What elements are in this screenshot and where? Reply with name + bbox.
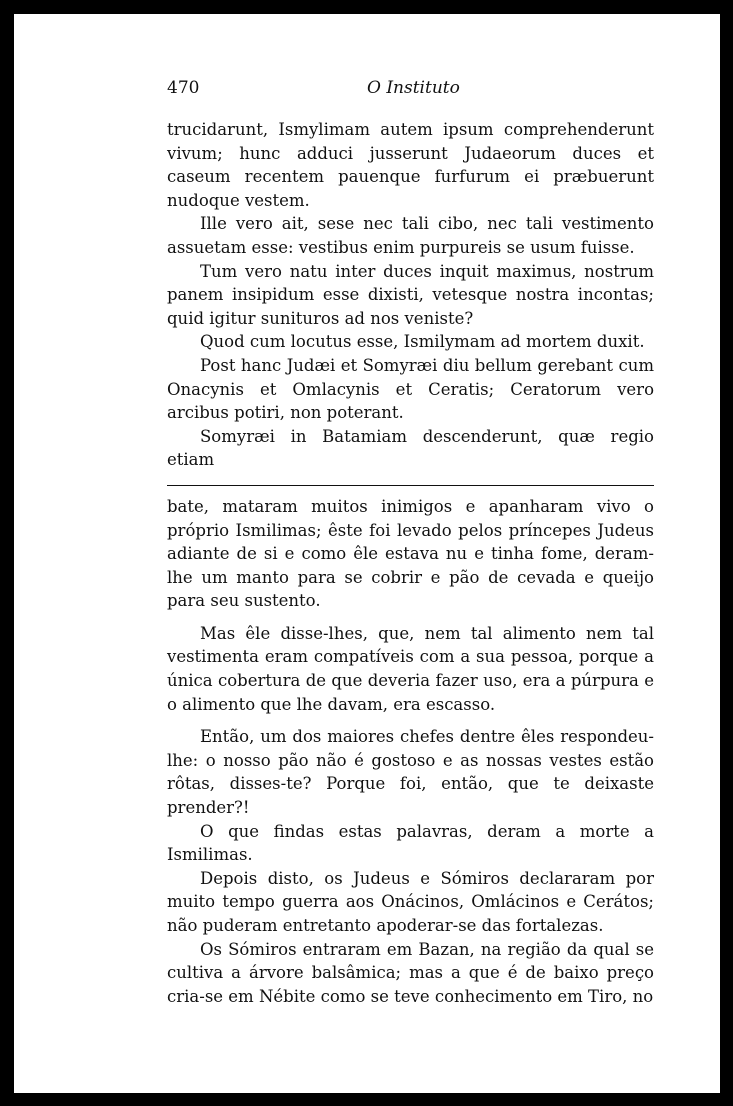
portuguese-paragraph: Os Sómiros entraram em Bazan, na região da qual se cultiva a árvore balsâmica; mas a que é de baixo preço cria-se em Nébite como se teve conhecimento em Tiro, no (167, 939, 654, 1006)
latin-paragraph: Quod cum locutus esse, Ismilymam ad mortem duxit. (200, 332, 645, 352)
latin-paragraph: Tum vero natu inter duces inquit maximus, nostrum panem insipidum esse dixisti, vetesque nostra incontas; quid igitur sunituros ad nos veniste? (167, 261, 654, 328)
page-header (167, 76, 654, 104)
latin-paragraph: Ille vero ait, sese nec tali cibo, nec tali vestimento assuetam esse: vestibus enim purpureis se usum fuisse. (167, 214, 654, 257)
portuguese-translation (167, 495, 654, 1008)
latin-paragraph: trucidarunt, Ismylimam autem ipsum comprehenderunt vivum; hunc adduci jusserunt Judaeorum duces et caseum recentem pauenque furfurum ei præbuerunt nudoque vestem. (167, 120, 654, 210)
running-head: O Instituto (367, 78, 460, 98)
latin-text (167, 118, 654, 472)
latin-paragraph: Post hanc Judæi et Somyræi diu bellum gerebant cum Onacynis et Omlacynis et Ceratis; Ceratorum vero arcibus potiri, non poterant. (167, 355, 654, 423)
page-content (167, 76, 654, 1008)
latin-paragraph: Somyræi in Batamiam descenderunt, quæ regio etiam (167, 426, 654, 470)
portuguese-paragraph: O que findas estas palavras, deram a morte a Ismilimas. (167, 821, 654, 865)
portuguese-paragraph: Mas êle disse-lhes, que, nem tal alimento nem tal vestimenta eram compatíveis com a sua pessoa, porque a única cobertura de que deveria fazer uso, era a púrpura e o alimento que lhe davam, era escasso. (167, 623, 654, 714)
portuguese-paragraph: Então, um dos maiores chefes dentre êles respondeu-lhe: o nosso pão não é gostoso e as nossas vestes estão rôtas, disses-te? Porque foi, então, que te deixaste prender?! (167, 727, 654, 818)
page-number: 470 (167, 78, 200, 98)
portuguese-paragraph: bate, mataram muitos inimigos e apanharam vivo o próprio Ismilimas; êste foi levado pelos príncepes Judeus adiante de si e como êle estava nu e tinha fome, deram-lhe um manto para se cobrir e pão de cevada e queijo para seu sustento. (167, 496, 654, 611)
book-page (14, 14, 720, 1093)
portuguese-paragraph: Depois disto, os Judeus e Sómiros declararam por muito tempo guerra aos Onácinos, Omlácinos e Cerátos; não puderam entretanto apoderar-se das fortalezas. (167, 868, 654, 935)
divider-rule (167, 485, 654, 486)
